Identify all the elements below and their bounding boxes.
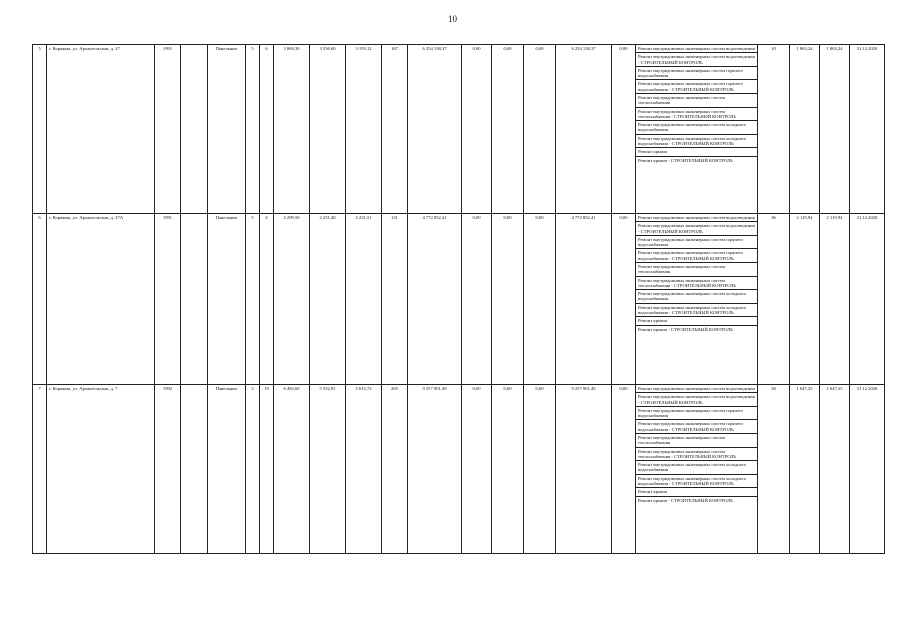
address-cell: г. Коряжма, ул. Архангельская, д. 27А [47,214,155,385]
work-item: Ремонт внутридомовых инженерных систем водоотведения [636,214,757,222]
houses-table [32,44,885,554]
works-list [636,385,757,504]
work-item: Ремонт внутридомовых инженерных систем теплоснабжения - СТРОИТЕЛЬНЫЙ КОНТРОЛЬ [636,277,757,291]
work-item: Ремонт крыши - СТРОИТЕЛЬНЫЙ КОНТРОЛЬ [638,157,733,163]
work-item: Ремонт внутридомовых инженерных систем горячего водоснабжения - СТРОИТЕЛЬНЫЙ КОНТРОЛЬ [636,420,757,434]
work-item: Ремонт крыши - СТРОИТЕЛЬНЫЙ КОНТРОЛЬ [638,326,733,332]
fund3-cell: 0,00 [524,385,556,554]
work-item: Ремонт внутридомовых инженерных систем холодного водоснабжения [636,121,757,135]
fund1-cell: 0,00 [462,214,492,385]
row-number: 6 [33,214,47,385]
work-item: Ремонт внутридомовых инженерных систем холодного водоснабжения [636,461,757,475]
area-total-cell: 3 869,30 [274,45,310,214]
material-cell: Панельные [208,385,246,554]
fund3-cell: 0,00 [524,45,556,214]
col-a-cell: 30 [758,385,790,554]
entrances-cell: 6 [260,45,274,214]
table-row [33,385,885,554]
residents-cell: 131 [382,214,408,385]
col-b-cell: 1 647,25 [790,385,820,554]
table-row [33,45,885,214]
work-item: Ремонт внутридомовых инженерных систем теплоснабжения - СТРОИТЕЛЬНЫЙ КОНТРОЛЬ [636,108,757,122]
fund2-cell: 0,00 [492,45,524,214]
year-cell: 1992 [155,385,181,554]
date-cell: 31.12.2020 [850,385,885,554]
work-item: Ремонт крыши - СТРОИТЕЛЬНЫЙ КОНТРОЛЬ [638,497,733,503]
col-c-cell: 2 119,94 [820,214,850,385]
col-b-cell: 1 863,24 [790,45,820,214]
material-cell: Панельные [208,45,246,214]
work-item: Ремонт внутридомовых инженерных систем теплоснабжения - СТРОИТЕЛЬНЫЙ КОНТРОЛЬ [636,448,757,462]
residents-cell: 167 [382,45,408,214]
row-number: 5 [33,45,47,214]
floors-cell: 5 [246,45,260,214]
work-item: Ремонт внутридомовых инженерных систем теплоснабжения [636,434,757,448]
cost-owners-cell: 6 254 138,37 [556,45,612,214]
works-cell [636,214,758,385]
work-item: Ремонт внутридомовых инженерных систем горячего водоснабжения [636,236,757,250]
col-b-cell: 2 119,94 [790,214,820,385]
fund4-cell: 0,00 [612,45,636,214]
cost-owners-cell: 9 257 901,49 [556,385,612,554]
work-item: Ремонт внутридомовых инженерных систем водоотведения - СТРОИТЕЛЬНЫЙ КОНТРОЛЬ [636,393,757,407]
blank-cell [181,214,208,385]
area-total-cell: 2 299,50 [274,214,310,385]
col-c-cell: 1 863,24 [820,45,850,214]
date-cell: 31.12.2020 [850,45,885,214]
area-living-cell: 5 552,81 [310,385,346,554]
page-number: 10 [448,14,457,24]
area-res-cell: 5 615,72 [346,385,382,554]
work-item: Ремонт крыши [636,317,757,325]
entrances-cell: 4 [260,214,274,385]
cost-owners-cell: 4 772 852,41 [556,214,612,385]
blank-cell [181,45,208,214]
address-cell: г. Коряжма, ул. Архангельская, д. 7 [47,385,155,554]
material-cell: Панельные [208,214,246,385]
area-total-cell: 6 482,60 [274,385,310,554]
area-living-cell: 2 251,40 [310,214,346,385]
blank-cell [181,385,208,554]
residents-cell: 265 [382,385,408,554]
work-item: Ремонт внутридомовых инженерных систем водоотведения [636,385,757,393]
address-cell: г. Коряжма, ул. Архангельская, д. 27 [47,45,155,214]
fund4-cell: 0,00 [612,385,636,554]
fund1-cell: 0,00 [462,385,492,554]
work-item: Ремонт крыши [636,488,757,496]
work-item: Ремонт крыши [636,148,757,156]
area-res-cell: 3 193,12 [346,45,382,214]
table-row [33,214,885,385]
date-cell: 31.12.2020 [850,214,885,385]
fund1-cell: 0,00 [462,45,492,214]
cost-total-cell: 9 257 901,49 [408,385,462,554]
fund4-cell: 0,00 [612,214,636,385]
fund2-cell: 0,00 [492,385,524,554]
work-item: Ремонт внутридомовых инженерных систем водоотведения [636,45,757,53]
floors-cell: 5 [246,214,260,385]
area-res-cell: 2 251,51 [346,214,382,385]
cost-total-cell: 4 772 852,41 [408,214,462,385]
works-cell [636,45,758,214]
row-number: 7 [33,385,47,554]
floors-cell: 5 [246,385,260,554]
work-item: Ремонт внутридомовых инженерных систем холодного водоснабжения - СТРОИТЕЛЬНЫЙ КОНТРОЛЬ [636,304,757,318]
col-c-cell: 1 647,25 [820,385,850,554]
work-item: Ремонт внутридомовых инженерных систем холодного водоснабжения - СТРОИТЕЛЬНЫЙ КОНТРОЛЬ [636,135,757,149]
year-cell: 1991 [155,45,181,214]
work-item: Ремонт внутридомовых инженерных систем холодного водоснабжения [636,290,757,304]
year-cell: 1991 [155,214,181,385]
work-item: Ремонт внутридомовых инженерных систем горячего водоснабжения [636,407,757,421]
cost-total-cell: 6 254 138,37 [408,45,462,214]
work-item: Ремонт внутридомовых инженерных систем холодного водоснабжения - СТРОИТЕЛЬНЫЙ КОНТРОЛЬ [636,475,757,489]
work-item: Ремонт внутридомовых инженерных систем теплоснабжения [636,263,757,277]
fund3-cell: 0,00 [524,214,556,385]
work-item: Ремонт внутридомовых инженерных систем горячего водоснабжения - СТРОИТЕЛЬНЫЙ КОНТРОЛЬ [636,80,757,94]
work-item: Ремонт внутридомовых инженерных систем водоотведения - СТРОИТЕЛЬНЫЙ КОНТРОЛЬ [636,53,757,67]
work-item: Ремонт внутридомовых инженерных систем водоотведения - СТРОИТЕЛЬНЫЙ КОНТРОЛЬ [636,222,757,236]
col-a-cell: 10 [758,45,790,214]
works-list [636,214,757,333]
area-living-cell: 3 556,60 [310,45,346,214]
work-item: Ремонт внутридомовых инженерных систем теплоснабжения [636,94,757,108]
works-cell [636,385,758,554]
work-item: Ремонт внутридомовых инженерных систем горячего водоснабжения - СТРОИТЕЛЬНЫЙ КОНТРОЛЬ [636,249,757,263]
work-item: Ремонт внутридомовых инженерных систем горячего водоснабжения [636,67,757,81]
works-list [636,45,757,164]
entrances-cell: 19 [260,385,274,554]
col-a-cell: 36 [758,214,790,385]
fund2-cell: 0,00 [492,214,524,385]
